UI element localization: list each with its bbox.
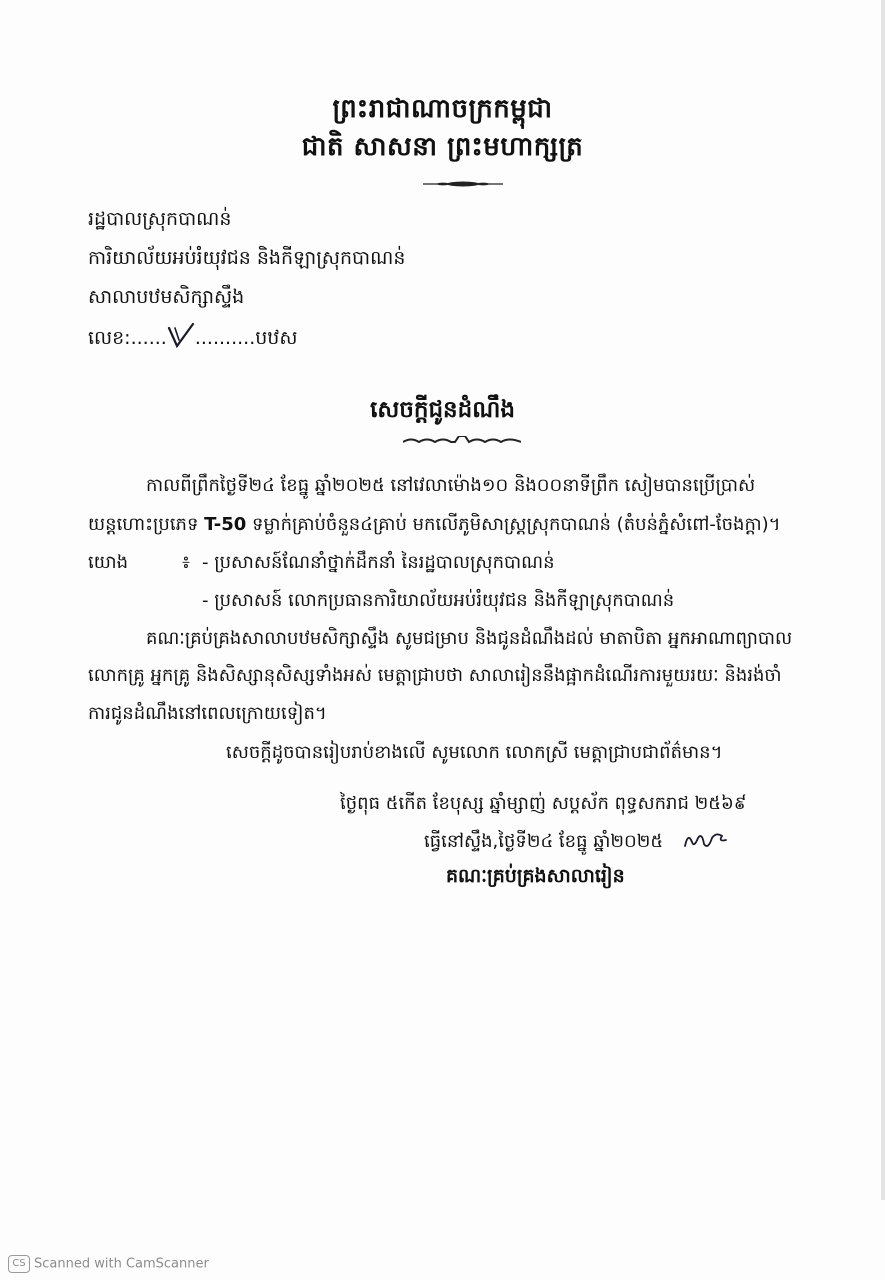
basis-item-1: - ប្រសាសន៍ណែនាំថ្នាក់ដឹកនាំ នៃរដ្ឋបាលស្រុកបាណន់ [202,552,555,573]
basis-item-2: - ប្រសាសន៍ លោកប្រធានការិយាល័យអប់រំយុវជន និងកីឡាស្រុកបាណន់ [202,590,675,611]
national-motto: ជាតិ សាសនា ព្រះមហាក្សត្រ [301,132,584,162]
signer-title: គណៈគ្រប់គ្រងសាលារៀន [446,865,625,887]
scan-edge-shadow [881,0,885,1200]
solar-date: ធ្វើនៅស្ទឹង,ថ្ងៃទី២៤ ខែធ្នូ ឆ្នាំ២០២៥ [424,831,664,852]
title-ornament [403,436,521,446]
header-ornament-divider [423,180,503,188]
body-para2-line2: លោកគ្រូ អ្នកគ្រូ និងសិស្សានុសិស្សទាំងអស់ មេត្តាជ្រាបថា សាលារៀននឹងផ្អាកដំណើរការមួយរយៈ និងរង់ចាំ [88,665,782,686]
closing-statement: សេចក្ដីដូចបានរៀបរាប់ខាងលើ សូមលោក លោកស្រី មេត្តាជ្រាបជាព័ត៌មាន។ [226,742,723,763]
body-para2-line3: ការជូនដំណឹងនៅពេលក្រោយទៀត។ [88,703,327,724]
camscanner-watermark [8,1255,209,1273]
reference-suffix: បឋស [255,327,298,349]
reference-label: លេខ: [88,327,131,349]
basis-label: យោង [88,552,128,573]
body-para1-line2-post: ទម្លាក់គ្រាប់ចំនួន៤គ្រាប់ មកលើភូមិសាស្ត្រស្រុកបាណន់ (តំបន់ភ្នំសំពៅ-ចែងក្ដា)។ [246,514,781,535]
kingdom-header: ព្រះរាជាណាចក្រកម្ពុជា [332,94,553,124]
body-para1-line1: កាលពីព្រឹកថ្ងៃទី២៤ ខែធ្នូ ឆ្នាំ២០២៥ នៅវេលាម៉ោង១០ និង០០នាទីព្រឹក សៀមបានប្រើប្រាស់ [146,475,756,496]
sender-school-name: សាលាបឋមសិក្សាស្ទឹង [88,286,245,308]
lunar-date: ថ្ងៃពុធ ៥កើត ខែបុស្ស ឆ្នាំម្សាញ់ សប្តស័ក ពុទ្ធសករាជ ២៥៦៩ [340,793,747,814]
basis-colon: ៖ [182,552,190,573]
handwritten-initial [682,828,728,852]
reference-dots-left: ...... [130,327,167,349]
camscanner-logo: CS [8,1255,30,1273]
body-para2-line1: គណៈគ្រប់គ្រងសាលាបឋមសិក្សាស្ទឹង សូមជម្រាប និងជូនដំណឹងដល់ មាតាបិតា អ្នកអាណាព្យាបាល [146,628,793,649]
body-para1-line2 [88,512,780,539]
reference-number [88,322,297,354]
reference-dots-right: .......... [194,327,256,349]
camscanner-text: Scanned with CamScanner [34,1256,209,1272]
aircraft-type-tag: T-50 [204,514,247,535]
document-title: សេចក្ដីជូនដំណឹង [370,397,515,423]
sender-education-office: ការិយាល័យអប់រំយុវជន និងកីឡាស្រុកបាណន់ [88,247,406,269]
sender-district-admin: រដ្ឋបាលស្រុកបាណន់ [88,208,232,230]
handwritten-reference-mark [167,322,195,348]
body-para1-line2-pre: យន្តហោះប្រភេទ [88,514,205,535]
